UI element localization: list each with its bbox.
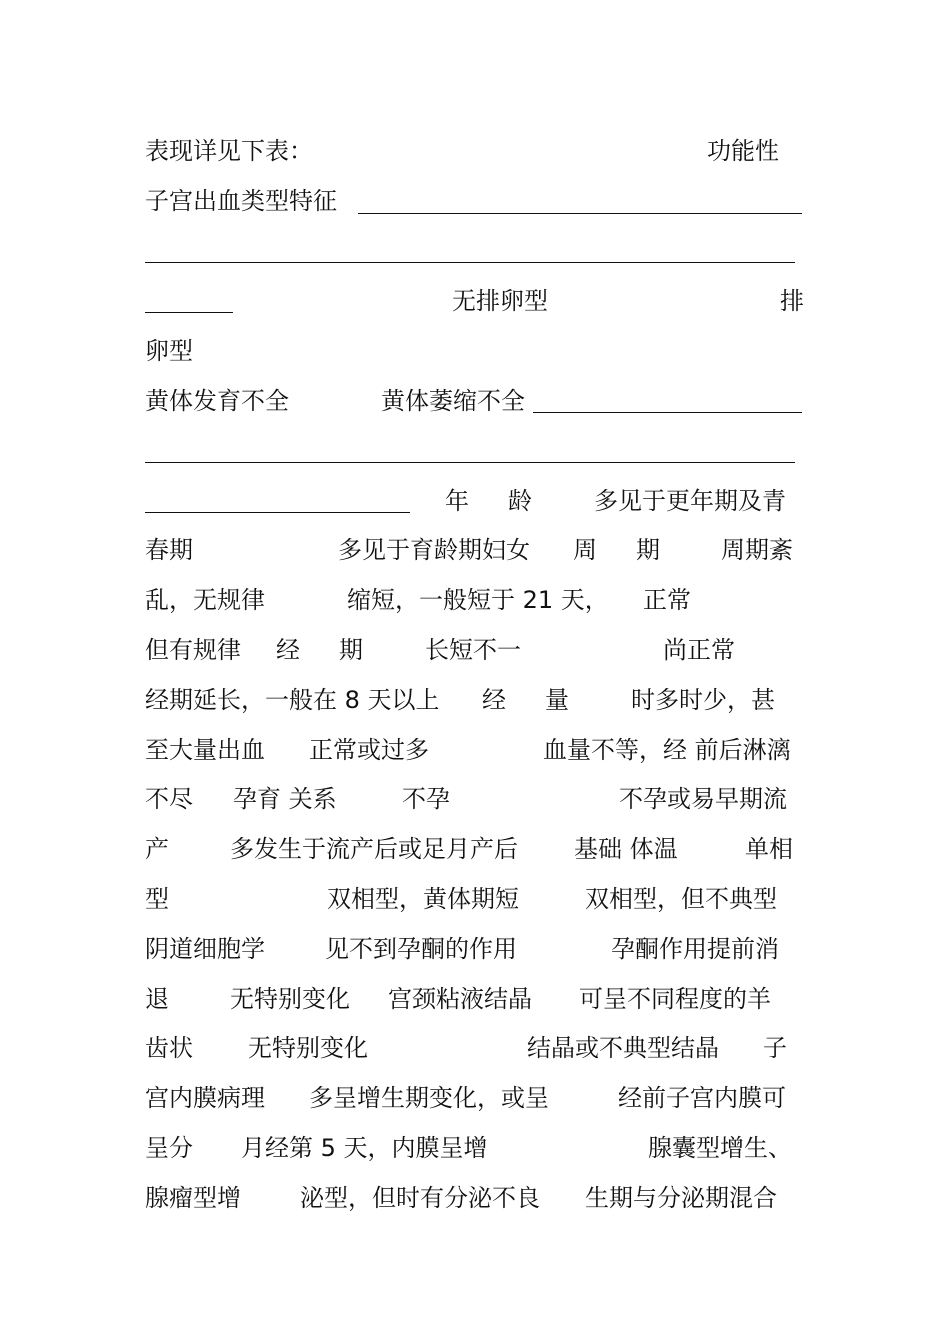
text-fragment: 阴道细胞学 [145,935,265,963]
text-fragment: 子宫出血类型特征 [145,187,337,215]
text-fragment: 双相型，但不典型 [585,885,777,913]
text-fragment: 不孕或易早期流 [619,785,787,813]
text-fragment: 多发生于流产后或足月产后 [230,835,518,863]
text-fragment: 长短不一 [425,636,521,664]
text-fragment: 无特别变化 [230,985,350,1013]
text-fragment: 月经第 5 天，内膜呈增 [241,1134,488,1162]
text-fragment: 龄 [508,487,532,515]
blank-underline [145,262,795,263]
text-fragment: 量 [545,686,569,714]
text-fragment: 结晶或不典型结晶 [527,1034,719,1062]
text-fragment: 排 [780,287,804,315]
text-fragment: 多见于育龄期妇女 [338,536,530,564]
text-fragment: 经 [482,686,506,714]
text-fragment: 孕酮作用提前消 [611,935,779,963]
text-fragment: 腺瘤型增 [145,1184,241,1212]
text-fragment: 呈分 [145,1134,193,1162]
text-fragment: 泌型，但时有分泌不良 [300,1184,540,1212]
text-fragment: 孕育 关系 [233,785,337,813]
text-fragment: 经前子宫内膜可 [618,1084,786,1112]
text-fragment: 周期紊 [721,536,793,564]
text-fragment: 可呈不同程度的羊 [579,985,771,1013]
blank-underline [145,312,233,313]
text-fragment: 缩短，一般短于 21 天， [347,586,609,614]
text-fragment: 经 [276,636,300,664]
text-fragment: 无排卵型 [452,287,548,315]
blank-underline [358,213,802,214]
text-fragment: 表现详见下表： [145,137,313,165]
text-fragment: 双相型，黄体期短 [327,885,519,913]
text-fragment: 血量不等，经 前后淋漓 [543,736,791,764]
text-fragment: 年 [445,487,469,515]
text-fragment: 不尽 [145,785,193,813]
text-fragment: 黄体萎缩不全 [381,387,525,415]
text-fragment: 无特别变化 [248,1034,368,1062]
text-fragment: 单相 [745,835,793,863]
text-fragment: 但有规律 [145,636,241,664]
text-fragment: 尚正常 [663,636,735,664]
text-fragment: 基础 体温 [574,835,678,863]
text-fragment: 型 [145,885,169,913]
text-fragment: 春期 [145,536,193,564]
text-fragment: 周 [573,536,597,564]
text-fragment: 正常或过多 [309,736,429,764]
text-fragment: 生期与分泌期混合 [585,1184,777,1212]
text-fragment: 多呈增生期变化，或呈 [309,1084,549,1112]
text-fragment: 黄体发育不全 [145,387,289,415]
text-fragment: 产 [145,835,169,863]
text-fragment: 宫颈粘液结晶 [388,985,532,1013]
text-fragment: 腺囊型增生、 [648,1134,792,1162]
text-fragment: 宫内膜病理 [145,1084,265,1112]
text-fragment: 期 [339,636,363,664]
text-fragment: 卵型 [145,337,193,365]
text-fragment: 退 [145,985,169,1013]
blank-underline [145,512,410,513]
text-fragment: 时多时少，甚 [631,686,775,714]
text-fragment: 子 [763,1034,787,1062]
text-fragment: 经期延长，一般在 8 天以上 [145,686,440,714]
text-fragment: 齿状 [145,1034,193,1062]
blank-underline [533,412,802,413]
text-fragment: 期 [636,536,660,564]
blank-underline [145,462,795,463]
text-fragment: 功能性 [707,137,779,165]
text-fragment: 至大量出血 [145,736,265,764]
text-fragment: 见不到孕酮的作用 [325,935,517,963]
text-fragment: 不孕 [402,785,450,813]
text-fragment: 乱，无规律 [145,586,265,614]
text-fragment: 多见于更年期及青 [594,487,786,515]
text-fragment: 正常 [643,586,691,614]
